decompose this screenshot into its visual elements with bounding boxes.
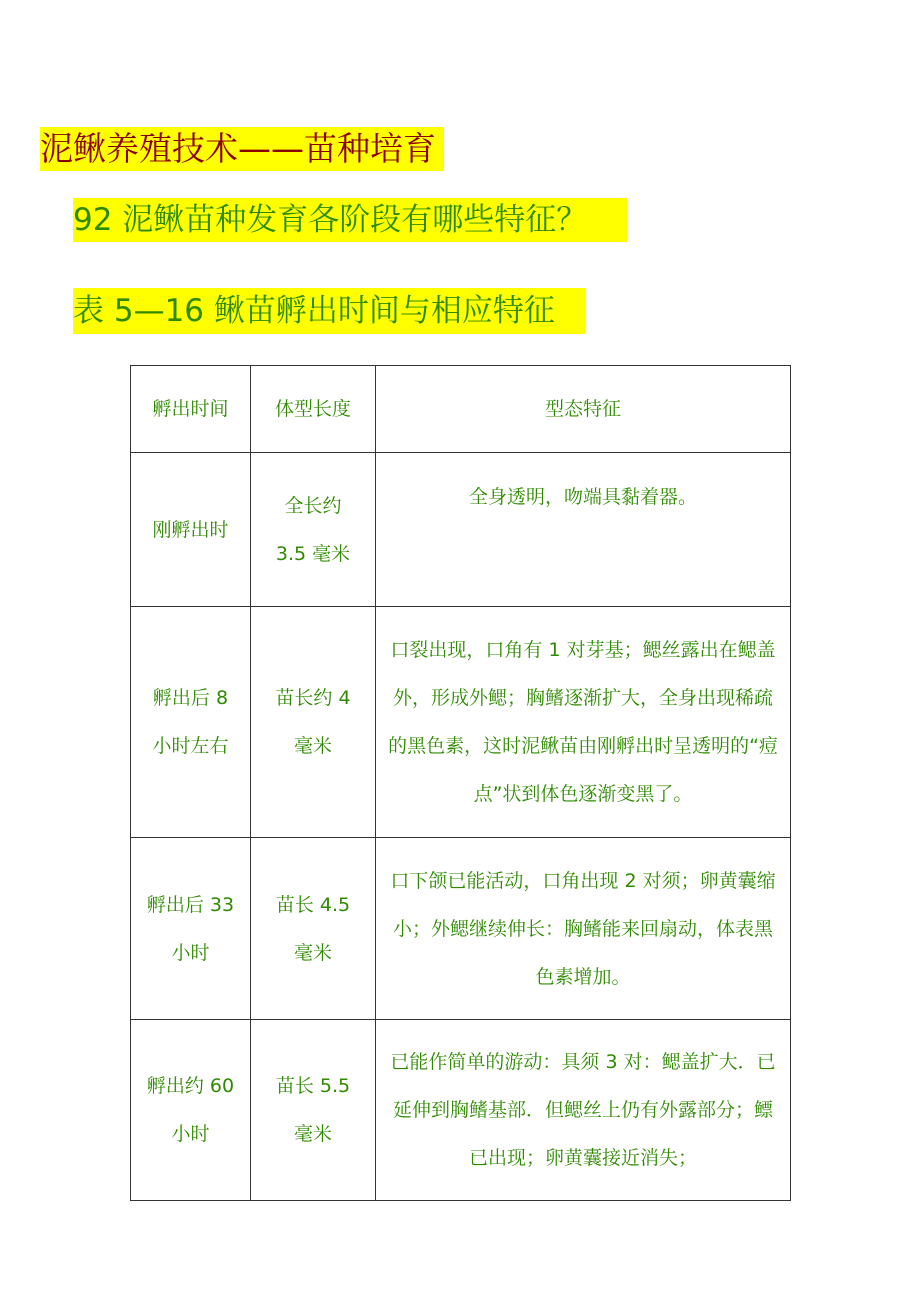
cell-body-length <box>251 453 376 607</box>
cell-line: 苗长 5.5 <box>275 1075 351 1097</box>
cell-line: 3.5 毫米 <box>275 542 351 565</box>
cell-line: 毫米 <box>293 735 332 757</box>
cell-hatch-time <box>131 838 251 1020</box>
cell-line: 孵出后 33 <box>146 893 235 916</box>
table-row <box>131 607 791 838</box>
page-title: 泥鳅养殖技术——苗种培育 <box>40 127 444 171</box>
cell-body-length <box>251 1020 376 1201</box>
cell-line: 毫米 <box>293 941 332 964</box>
cell-morphology: 口下颌已能活动，口角出现 2 对须；卵黄囊缩小；外鳃继续伸长：胸鳍能来回扇动，体表黑色素增加。 <box>376 838 791 1020</box>
cell-line: 小时左右 <box>152 735 229 757</box>
header-morphology: 型态特征 <box>376 366 791 453</box>
hatching-features-table <box>130 365 791 1201</box>
cell-hatch-time <box>131 1020 251 1201</box>
cell-line: 全长约 <box>284 494 342 517</box>
table-row <box>131 453 791 607</box>
cell-morphology: 已能作简单的游动：具须 3 对：鳃盖扩大．已延伸到胸鳍基部．但鳃丝上仍有外露部分；鳔已出现；卵黄囊接近消失； <box>376 1020 791 1201</box>
cell-line: 苗长 4.5 <box>275 893 351 916</box>
header-body-length: 体型长度 <box>251 366 376 453</box>
cell-line: 刚孵出时 <box>152 518 229 541</box>
cell-hatch-time <box>131 607 251 838</box>
question-heading: 92 泥鳅苗种发育各阶段有哪些特征？ <box>73 198 627 242</box>
cell-line: 孵出约 60 <box>146 1075 235 1097</box>
table-caption: 表 5—16 鳅苗孵出时间与相应特征 <box>73 288 585 334</box>
cell-line: 小时 <box>171 1123 210 1145</box>
header-hatch-time: 孵出时间 <box>131 366 251 453</box>
cell-hatch-time <box>131 453 251 607</box>
cell-morphology: 全身透明，吻端具黏着器。 <box>376 453 791 607</box>
table-row <box>131 1020 791 1201</box>
cell-body-length <box>251 607 376 838</box>
table-row <box>131 838 791 1020</box>
cell-line: 苗长约 4 <box>275 687 351 709</box>
cell-line: 毫米 <box>293 1123 332 1145</box>
cell-line: 小时 <box>171 941 210 964</box>
table-header-row <box>131 366 791 453</box>
cell-body-length <box>251 838 376 1020</box>
cell-morphology: 口裂出现，口角有 1 对芽基；鳃丝露出在鳃盖外，形成外鳃；胸鳍逐渐扩大，全身出现稀疏的黑色素，这时泥鳅苗由刚孵出时呈透明的“痘点”状到体色逐渐变黑了。 <box>376 607 791 838</box>
cell-line: 孵出后 8 <box>152 687 229 709</box>
